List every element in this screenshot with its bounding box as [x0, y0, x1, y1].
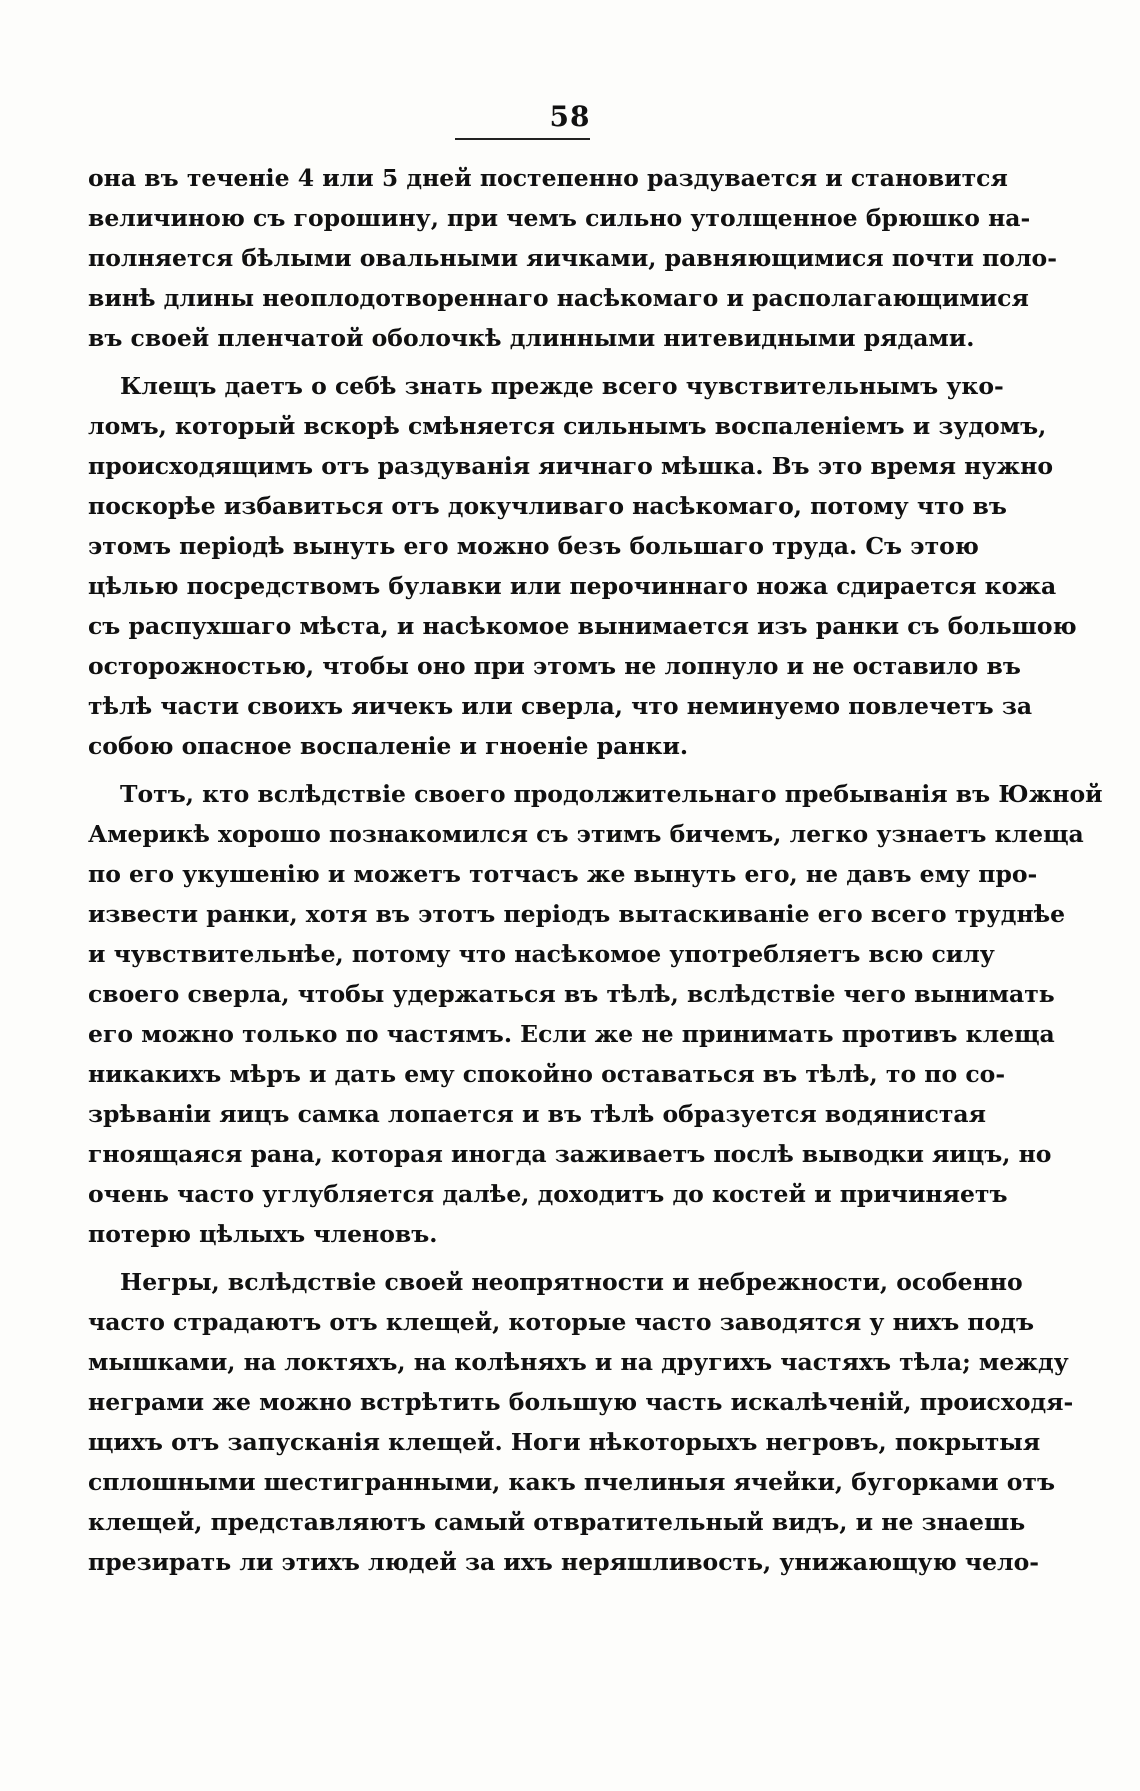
text-line: поскорѣе избавиться отъ докучливаго насѣкомаго, потому что въ: [88, 492, 1007, 520]
text-line: клещей, представляютъ самый отвратительный видъ, и не знаешь: [88, 1508, 1026, 1536]
text-line: и чувствительнѣе, потому что насѣкомое употребляетъ всю силу: [88, 940, 995, 968]
text-line: Клещъ даетъ о себѣ знать прежде всего чувствительнымъ уко-: [120, 372, 1004, 400]
paragraph-3: [88, 774, 1103, 1254]
text-line: сплошными шестигранными, какъ пчелиныя ячейки, бугорками отъ: [88, 1468, 1055, 1496]
text-line: этомъ періодѣ вынуть его можно безъ большаго труда. Съ этою: [88, 532, 979, 560]
header-rule: [455, 138, 590, 140]
text-line: мышками, на локтяхъ, на колѣняхъ и на другихъ частяхъ тѣла; между: [88, 1348, 1069, 1376]
text-line: по его укушенію и можетъ тотчасъ же вынуть его, не давъ ему про-: [88, 860, 1038, 888]
text-line: тѣлѣ части своихъ яичекъ или сверла, что неминуемо повлечетъ за: [88, 692, 1033, 720]
text-line: осторожностью, чтобы оно при этомъ не лопнуло и не оставило въ: [88, 652, 1021, 680]
text-line: полняется бѣлыми овальными яичками, равняющимися почти поло-: [88, 244, 1057, 272]
paragraph-1: [88, 158, 1057, 358]
text-line: часто страдаютъ отъ клещей, которые часто заводятся у нихъ подъ: [88, 1308, 1035, 1336]
text-line: гноящаяся рана, которая иногда заживаетъ послѣ выводки яицъ, но: [88, 1140, 1052, 1168]
text-line: величиною съ горошину, при чемъ сильно утолщенное брюшко на-: [88, 204, 1031, 232]
paragraph-gap: [88, 1254, 966, 1262]
text-line: Америкѣ хорошо познакомился съ этимъ бичемъ, легко узнаетъ клеща: [88, 820, 1084, 848]
paragraph-gap: [88, 358, 966, 366]
text-line: ломъ, который вскорѣ смѣняется сильнымъ воспаленіемъ и зудомъ,: [88, 412, 1047, 440]
text-line: потерю цѣлыхъ членовъ.: [88, 1220, 438, 1248]
text-line: очень часто углубляется далѣе, доходитъ до костей и причиняетъ: [88, 1180, 1008, 1208]
text-line: своего сверла, чтобы удержаться въ тѣлѣ, вслѣдствіе чего вынимать: [88, 980, 1055, 1008]
text-line: происходящимъ отъ раздуванія яичнаго мѣшка. Въ это время нужно: [88, 452, 1054, 480]
text-line: съ распухшаго мѣста, и насѣкомое вынимается изъ ранки съ большою: [88, 612, 1077, 640]
text-line: въ своей пленчатой оболочкѣ длинными нитевидными рядами.: [88, 324, 975, 352]
text-line: его можно только по частямъ. Если же не принимать противъ клеща: [88, 1020, 1055, 1048]
paragraph-4: [88, 1262, 1074, 1582]
text-line: собою опасное воспаленіе и гноеніе ранки.: [88, 732, 689, 760]
page-number: 58: [549, 100, 591, 133]
text-line: зрѣваніи яицъ самка лопается и въ тѣлѣ образуется водянистая: [88, 1100, 987, 1128]
text-line: неграми же можно встрѣтить большую часть искалѣченій, происходя-: [88, 1388, 1074, 1416]
body-text: [88, 158, 1103, 1582]
text-line: цѣлью посредствомъ булавки или перочиннаго ножа сдирается кожа: [88, 572, 1057, 600]
text-line: извести ранки, хотя въ этотъ періодъ вытаскиваніе его всего труднѣе: [88, 900, 1066, 928]
text-line: презирать ли этихъ людей за ихъ неряшливость, унижающую чело-: [88, 1548, 1040, 1576]
text-line: Негры, вслѣдствіе своей неопрятности и небрежности, особенно: [120, 1268, 1023, 1296]
text-line: винѣ длины неоплодотвореннаго насѣкомаго и располагающимися: [88, 284, 1029, 312]
text-line: она въ теченіе 4 или 5 дней постепенно раздувается и становится: [88, 164, 1008, 192]
text-line: Тотъ, кто вслѣдствіе своего продолжительнаго пребыванія въ Южной: [120, 780, 1103, 808]
paragraph-gap: [88, 766, 966, 774]
text-line: никакихъ мѣръ и дать ему спокойно оставаться въ тѣлѣ, то по со-: [88, 1060, 1006, 1088]
text-line: щихъ отъ запусканія клещей. Ноги нѣкоторыхъ негровъ, покрытыя: [88, 1428, 1041, 1456]
paragraph-2: [88, 366, 1077, 766]
